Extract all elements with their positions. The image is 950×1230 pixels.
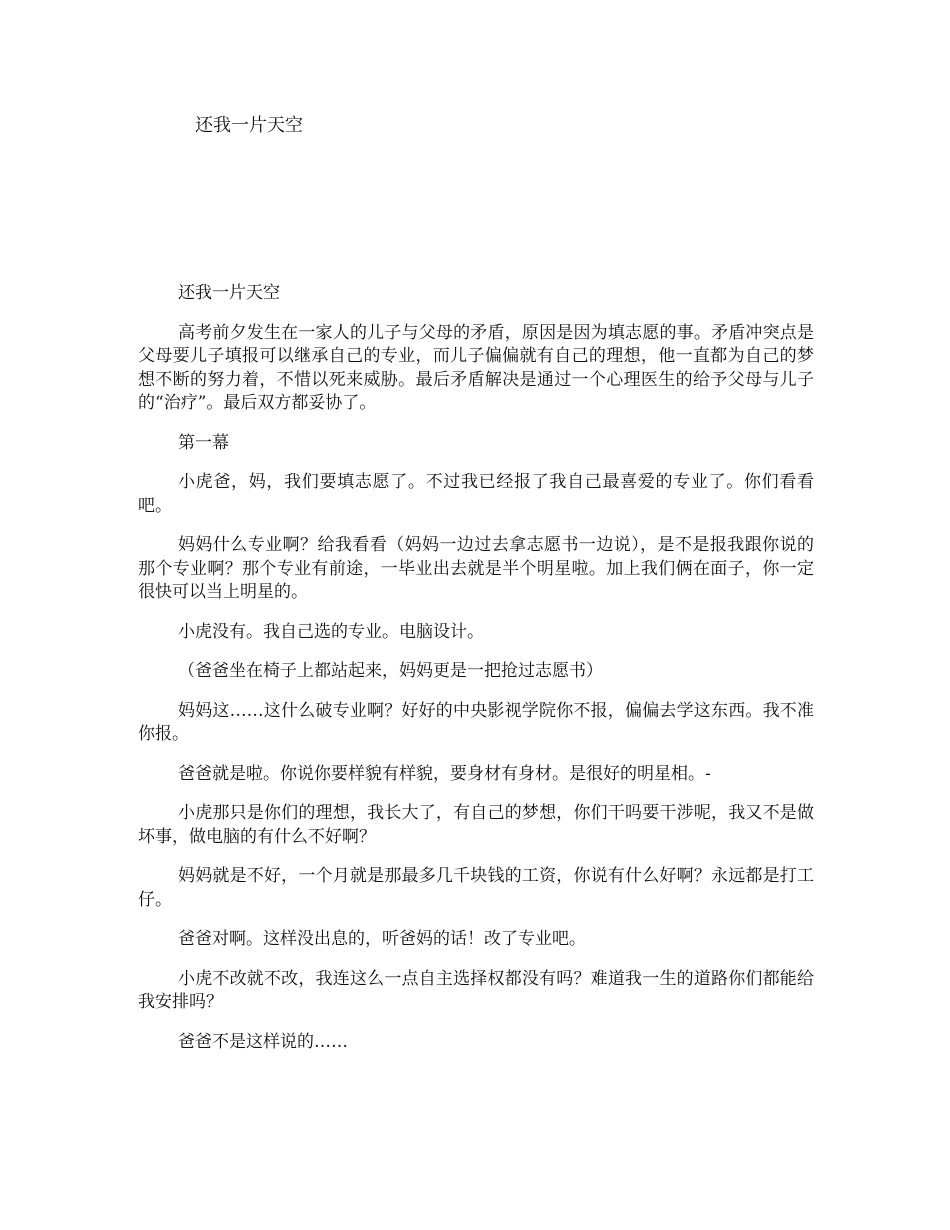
document-body xyxy=(138,282,814,1070)
document-title: 还我一片天空 xyxy=(195,115,303,136)
dialogue-line: 小虎不改就不改，我连这么一点自主选择权都没有吗？难道我一生的道路你们都能给我安排吗？ xyxy=(138,968,814,1012)
stage-direction: （爸爸坐在椅子上都站起来，妈妈更是一把抢过志愿书） xyxy=(178,661,603,681)
dialogue-line: 爸爸不是这样说的…… xyxy=(178,1031,348,1052)
dialogue-line: 妈妈什么专业啊？给我看看（妈妈一边过去拿志愿书一边说），是不是报我跟你说的那个专业啊？那个专业有前途，一毕业出去就是半个明星啦。加上我们俩在面子，你一定很快可以当上明星的。 xyxy=(138,535,814,602)
synopsis-paragraph: 高考前夕发生在一家人的儿子与父母的矛盾，原因是因为填志愿的事。矛盾冲突点是父母要儿子填报可以继承自己的专业，而儿子偏偏就有自己的理想，他一直都为自己的梦想不断的努力着，不惜以死来威胁。最后矛盾解决是通过一个心理医生的给予父母与儿子的“治疗”。最后双方都妥协了。 xyxy=(138,322,814,413)
dialogue-line: 小虎那只是你们的理想，我长大了，有自己的梦想，你们干吗要干涉呢，我又不是做坏事，做电脑的有什么不好啊？ xyxy=(138,803,814,847)
dialogue-line: 小虎没有。我自己选的专业。电脑设计。 xyxy=(178,621,484,642)
dialogue-line: 妈妈就是不好，一个月就是那最多几千块钱的工资，你说有什么好啊？永远都是打工仔。 xyxy=(138,866,814,910)
dialogue-line: 爸爸对啊。这样没出息的，听爸妈的话！改了专业吧。 xyxy=(178,929,586,949)
dialogue-line: 爸爸就是啦。你说你要样貌有样貌，要身材有身材。是很好的明星相。- xyxy=(178,763,711,784)
act-heading: 第一幕 xyxy=(178,432,229,453)
section-heading: 还我一片天空 xyxy=(178,283,280,303)
dialogue-line: 小虎爸，妈，我们要填志愿了。不过我已经报了我自己最喜爱的专业了。你们看看吧。 xyxy=(138,472,814,516)
dialogue-line: 妈妈这……这什么破专业啊？好好的中央影视学院你不报，偏偏去学这东西。我不准你报。 xyxy=(138,700,814,744)
